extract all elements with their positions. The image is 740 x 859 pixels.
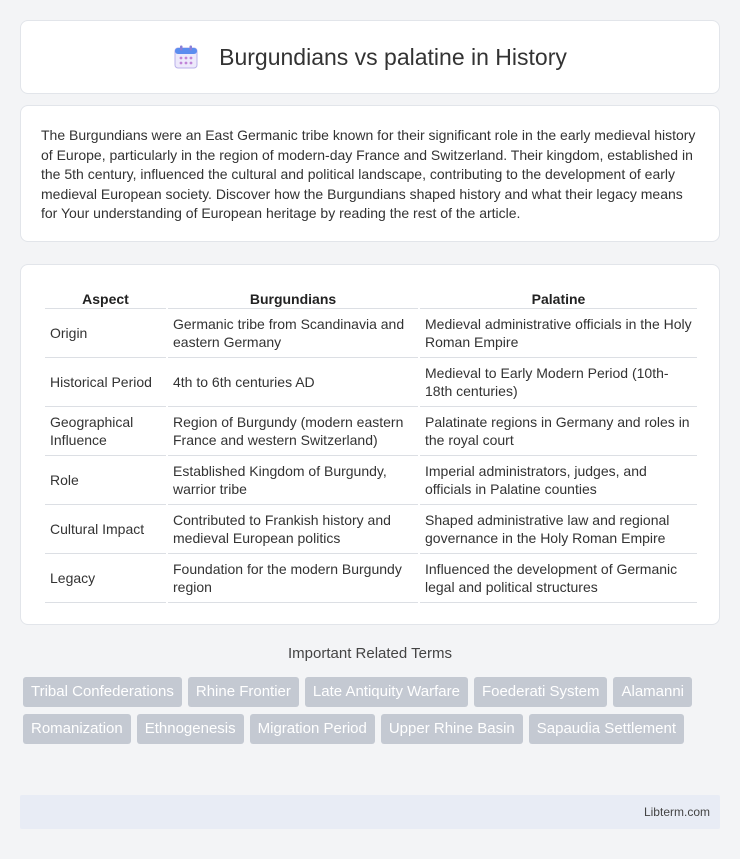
table-cell-palatine: Influenced the development of Germanic legal and political structures [420,554,697,603]
table-cell-burgundians: Region of Burgundy (modern eastern France and western Switzerland) [168,407,418,456]
table-cell-burgundians: Foundation for the modern Burgundy region [168,554,418,603]
column-header-aspect: Aspect [45,283,166,309]
footer [20,795,720,829]
header-card [20,20,720,94]
page-title: Burgundians vs palatine in History [219,43,567,70]
intro-card [20,105,720,242]
table-cell-aspect: Geographical Influence [45,407,166,456]
table-row [45,358,697,407]
table-row [45,407,697,456]
related-term-tag[interactable]: Rhine Frontier [188,677,299,707]
related-term-tag[interactable]: Alamanni [613,677,692,707]
table-cell-burgundians: Contributed to Frankish history and medieval European politics [168,505,418,554]
related-term-tag[interactable]: Upper Rhine Basin [381,714,523,744]
related-term-tag[interactable]: Foederati System [474,677,608,707]
footer-site-link[interactable]: Libterm.com [643,805,710,819]
related-terms-list [23,677,723,751]
table-cell-palatine: Imperial administrators, judges, and officials in Palatine counties [420,456,697,505]
table-cell-aspect: Role [45,456,166,505]
table-row [45,554,697,603]
table-cell-burgundians: Established Kingdom of Burgundy, warrior tribe [168,456,418,505]
comparison-table-card [20,264,720,625]
table-cell-palatine: Medieval administrative officials in the Holy Roman Empire [420,309,697,358]
table-cell-palatine: Medieval to Early Modern Period (10th-18th centuries) [420,358,697,407]
table-header-row [45,283,697,309]
related-term-tag[interactable]: Late Antiquity Warfare [305,677,468,707]
related-term-tag[interactable]: Ethnogenesis [137,714,244,744]
column-header-burgundians: Burgundians [168,283,418,309]
table-cell-aspect: Historical Period [45,358,166,407]
table-row [45,505,697,554]
table-row [45,456,697,505]
related-term-tag[interactable]: Sapaudia Settlement [529,714,684,744]
table-cell-burgundians: Germanic tribe from Scandinavia and eastern Germany [168,309,418,358]
related-terms-heading: Important Related Terms [288,645,452,662]
table-row [45,309,697,358]
comparison-table [43,283,699,603]
related-term-tag[interactable]: Romanization [23,714,131,744]
column-header-palatine: Palatine [420,283,697,309]
table-cell-palatine: Shaped administrative law and regional governance in the Holy Roman Empire [420,505,697,554]
table-cell-aspect: Legacy [45,554,166,603]
table-cell-aspect: Origin [45,309,166,358]
table-cell-palatine: Palatinate regions in Germany and roles in the royal court [420,407,697,456]
table-cell-aspect: Cultural Impact [45,505,166,554]
related-term-tag[interactable]: Tribal Confederations [23,677,182,707]
calendar-icon [173,44,199,70]
table-cell-burgundians: 4th to 6th centuries AD [168,358,418,407]
intro-paragraph: The Burgundians were an East Germanic tribe known for their significant role in the early medieval history of Europe, particularly in the region of modern-day France and Switzerland. Their kingdom, established in the 5th century, influenced the cultural and political landscape, contributing to the development of early medieval European society. Discover how the Burgundians shaped history and what their legacy means for Your understanding of European heritage by reading the rest of the article. [41,127,696,222]
related-term-tag[interactable]: Migration Period [250,714,375,744]
